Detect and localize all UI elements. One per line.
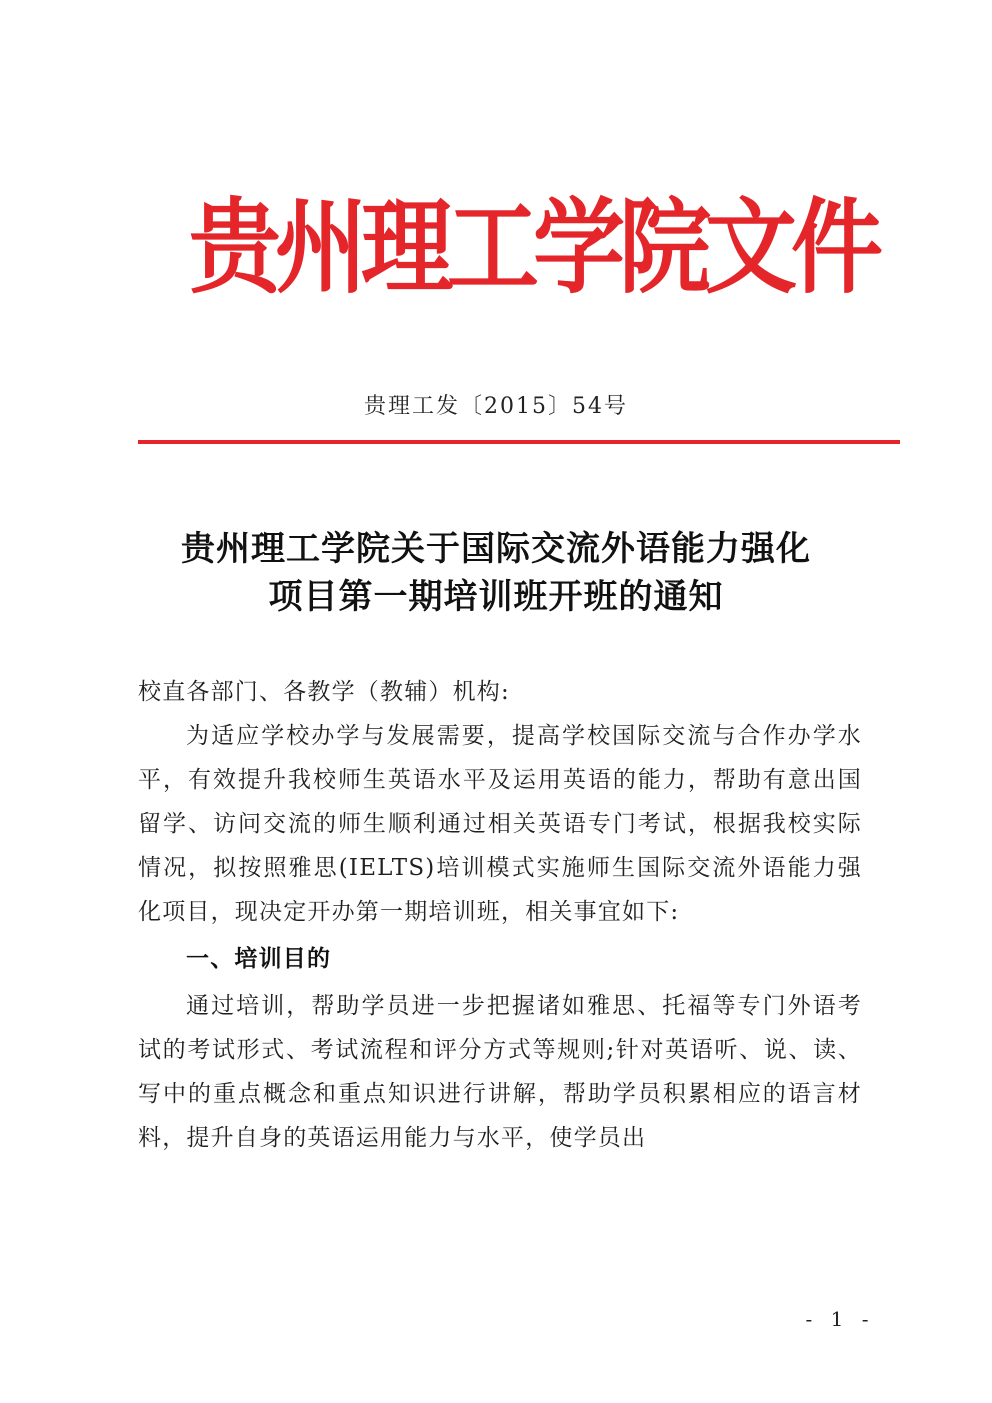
section-1-heading: 一、培训目的 <box>186 946 332 972</box>
section-1-paragraph: 通过培训，帮助学员进一步把握诸如雅思、托福等专门外语考试的考试形式、考试流程和评分方式等规则;针对英语听、说、读、写中的重点概念和重点知识进行讲解，帮助学员积累相应的语言材料，提升自身的英语运用能力与水平，使学员出 <box>138 993 862 1151</box>
notice-body <box>138 670 862 1160</box>
page-number: - 1 - <box>805 1307 875 1331</box>
letterhead-title: 贵州理工学院文件 <box>188 186 877 308</box>
notice-title-line-1: 贵州理工学院关于国际交流外语能力强化 <box>181 529 811 569</box>
notice-title-line-2: 项目第一期培训班开班的通知 <box>268 577 724 617</box>
document-number: 贵理工发〔2015〕54号 <box>364 394 628 419</box>
salutation: 校直各部门、各教学（教辅）机构: <box>138 679 510 705</box>
intro-paragraph: 为适应学校办学与发展需要，提高学校国际交流与合作办学水平，有效提升我校师生英语水平及运用英语的能力，帮助有意出国留学、访问交流的师生顺利通过相关英语专门考试，根据我校实际情况，拟按照雅思(IELTS)培训模式实施师生国际交流外语能力强化项目，现决定开办第一期培训班，相关事宜如下: <box>138 723 862 925</box>
notice-title <box>0 525 992 621</box>
red-divider <box>138 440 900 444</box>
